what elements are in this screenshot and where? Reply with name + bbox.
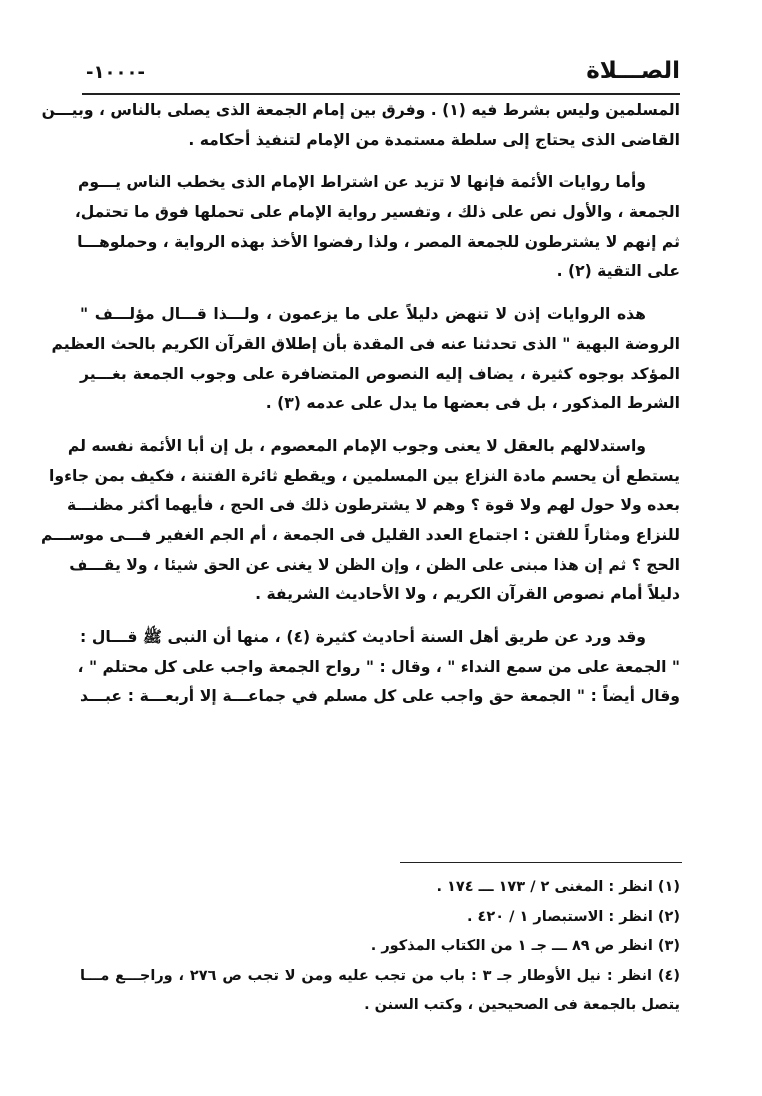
- footnote: (٢) انظر : الاستبصار ١ / ٤٢٠ .: [466, 908, 680, 925]
- footnotes: [80, 873, 680, 1021]
- text-line: الشرط المذكور ، بل فى بعضها ما يدل على عدمه (٣) .: [265, 394, 680, 413]
- text-line: بعده ولا حول لهم ولا قوة ؟ وهم لا يشترطون ذلك فى الحج ، فأيهما أكثر مظنـــة: [66, 496, 680, 515]
- text-line: للنزاع ومثاراً للفتن : اجتماع العدد القليل فى الجمعة ، أم الجم الغفير فـــى موســـم: [40, 525, 680, 544]
- text-line: الحج ؟ ثم إن هذا مبنى على الظن ، وإن الظن لا يغنى عن الحق شيئا ، ولا يقـــف: [69, 555, 680, 574]
- text-line: وقد ورد عن طريق أهل السنة أحاديث كثيرة (٤) ، منها أن النبى ﷺ قـــال :: [80, 628, 646, 646]
- footnote-divider: [400, 862, 682, 863]
- text-line: الروضة البهية " الذى تحدثنا عنه فى المقدة بأن إطلاق القرآن الكريم بالحث العظيم: [51, 334, 680, 353]
- text-line: وقال أيضاً : " الجمعة حق واجب على كل مسلم في جماعـــة إلا أربعـــة : عبـــد: [80, 687, 680, 706]
- text-line: دليلاً أمام نصوص القرآن الكريم ، ولا الأحاديث الشريفة .: [255, 585, 680, 604]
- text-line: على التقية (٢) .: [556, 262, 680, 281]
- text-line: القاضى الذى يحتاج إلى سلطة مستمدة من الإمام لتنفيذ أحكامه .: [188, 130, 680, 149]
- page-header: [86, 58, 680, 92]
- header-divider: [82, 93, 680, 95]
- chapter-title: الصـــلاة: [586, 58, 680, 84]
- footnote: (١) انظر : المغنى ٢ / ١٧٣ ـــ ١٧٤ .: [436, 879, 680, 895]
- footnote-continuation: يتصل بالجمعة فى الصحيحين ، وكتب السنن .: [364, 997, 680, 1013]
- text-line: يستطع أن يحسم مادة النزاع بين المسلمين ، ويقطع ثائرة الفتنة ، فكيف بمن جاءوا: [49, 466, 680, 485]
- text-line: الجمعة ، والأول نص على ذلك ، وتفسير رواية الإمام على تحملها فوق ما تحتمل،: [74, 203, 680, 222]
- body-text: [40, 96, 680, 712]
- text-line: المسلمين وليس بشرط فيه (١) . وفرق بين إمام الجمعة الذى يصلى بالناس ، وبيـــن: [41, 101, 680, 119]
- footnote: (٤) انظر : نيل الأوطار جـ ٣ : باب من تجب عليه ومن لا تجب ص ٢٧٦ ، وراجـــع مـــا: [80, 967, 681, 984]
- footnote: (٣) انظر ص ٨٩ ـــ جـ ١ من الكتاب المذكور .: [370, 938, 680, 954]
- text-line: وأما روايات الأئمة فإنها لا تزيد عن اشتراط الإمام الذى يخطب الناس يـــوم: [77, 173, 646, 192]
- text-line: ثم إنهم لا يشترطون للجمعة المصر ، ولذا رفضوا الأخذ بهذه الرواية ، وحملوهـــا: [77, 232, 680, 251]
- page-number: -١٠٠٠-: [86, 62, 145, 83]
- text-line: واستدلالهم بالعقل لا يعنى وجوب الإمام المعصوم ، بل إن أبا الأئمة نفسه لم: [67, 436, 646, 455]
- text-line: هذه الروايات إذن لا تنهض دليلاً على ما يزعمون ، ولـــذا قـــال مؤلـــف ": [80, 305, 646, 324]
- text-line: المؤكد بوجوه كثيرة ، يضاف إليه النصوص المتضافرة على وجوب الجمعة بغـــير: [80, 364, 680, 383]
- text-line: " الجمعة على من سمع النداء " ، وقال : " رواح الجمعة واجب على كل محتلم " ،: [77, 657, 680, 676]
